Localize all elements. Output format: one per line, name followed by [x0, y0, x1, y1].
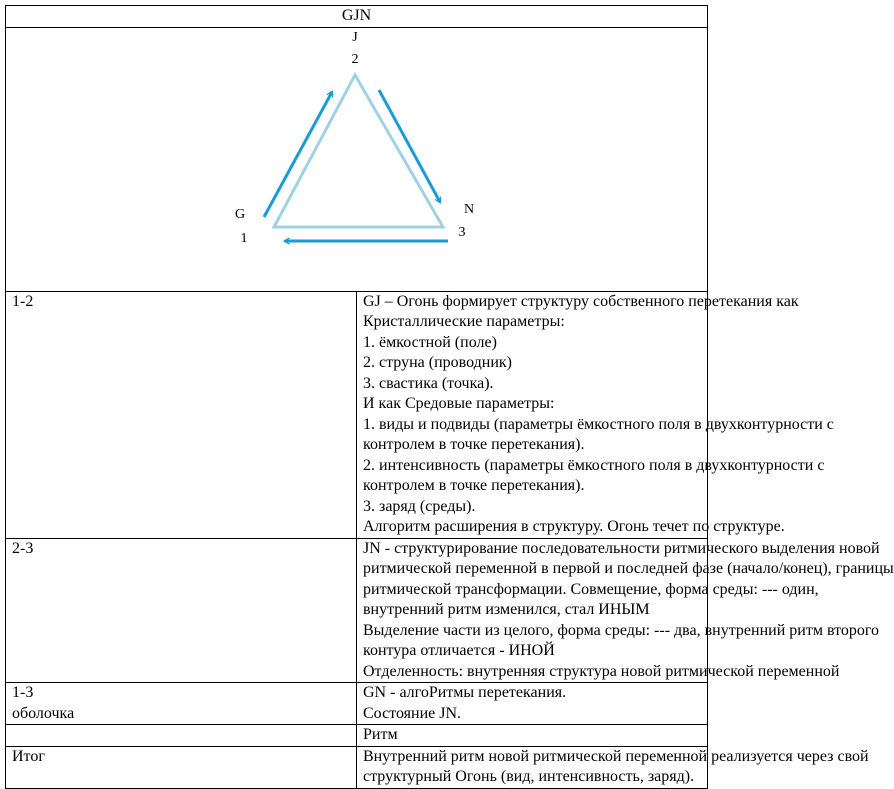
- text-line: Выделение части из целого, форма среды: --- два, внутренний ритм второго: [363, 621, 880, 639]
- text-line: Алгоритм расширения в структуру. Огонь течет по структуре.: [363, 518, 785, 535]
- row-text: [357, 746, 869, 788]
- diagram-row: [6, 27, 708, 291]
- text-line: 1. виды и подвиды (параметры ёмкостного поля в двухконтурности с: [363, 415, 834, 433]
- vertex-left-letter: G: [234, 206, 246, 222]
- row-text: [357, 291, 834, 538]
- text-line: 1. ёмкостной (поле): [363, 333, 497, 351]
- row-key: Итог: [6, 746, 357, 788]
- text-line: Отделенность: внутренняя структура новой ритмической переменной: [363, 662, 840, 680]
- vertex-right-letter: N: [463, 201, 475, 217]
- row-text: [357, 538, 894, 683]
- text-line: GN - алгоРитмы перетекания.: [363, 684, 567, 701]
- row-key: [6, 725, 357, 747]
- text-line: JN - структурирование последовательности ритмического выделения новой: [363, 539, 880, 557]
- row-text: [357, 725, 708, 747]
- diagram-cell: [6, 27, 708, 291]
- text-line: 3. заряд (среды).: [363, 497, 476, 515]
- text-line: структурный Огонь (вид, интенсивность, заряд).: [363, 768, 695, 785]
- row-key: 2-3: [6, 538, 357, 683]
- row-1-3: [6, 683, 708, 725]
- text-line: Внутренний ритм новой ритмической переменной реализуется через свой: [363, 747, 869, 765]
- text-line: GJ – Огонь формирует структуру собственного перетекания как: [363, 292, 799, 310]
- vertex-top-letter: J: [352, 29, 358, 45]
- row-rhythm: [6, 725, 708, 747]
- row-2-3: [6, 538, 708, 683]
- text-line: контура отличается - ИНОЙ: [363, 642, 555, 659]
- text-line: Ритм: [363, 726, 398, 743]
- arrow-j-to-n: [379, 90, 440, 202]
- text-line: внутренний ритм изменился, стал ИНЫМ: [363, 601, 650, 618]
- row-key: [6, 683, 357, 725]
- text-line: ритмической трансформации. Совмещение, форма среды: --- один,: [363, 580, 819, 598]
- text-line: контролем в точке перетекания).: [363, 436, 585, 453]
- text-line: Кристаллические параметры:: [363, 313, 565, 330]
- text-line: 2. струна (проводник): [363, 354, 512, 371]
- row-key-line: 1-3: [12, 684, 34, 701]
- text-line: ритмической переменной в первой и последней фазе (начало/конец), границы: [363, 560, 894, 577]
- vertex-right-number: 3: [458, 224, 466, 240]
- triangle-diagram: [6, 28, 709, 291]
- text-line: И как Средовые параметры:: [363, 395, 555, 412]
- title-row: [6, 6, 708, 28]
- text-line: Состояние JN.: [363, 704, 462, 722]
- text-line: 2. интенсивность (параметры ёмкостного поля в двухконтурности с: [363, 456, 825, 474]
- row-key-line: оболочка: [12, 704, 75, 722]
- vertex-left-number: 1: [240, 230, 248, 246]
- content-table: [5, 5, 894, 789]
- arrow-g-to-j: [264, 92, 332, 217]
- text-line: контролем в точке перетекания).: [363, 477, 585, 494]
- text-line: 3. свастика (точка).: [363, 374, 494, 392]
- row-1-2: [6, 291, 708, 538]
- row-summary: [6, 746, 708, 788]
- vertex-top-number: 2: [351, 51, 359, 67]
- row-text: [357, 683, 708, 725]
- row-key: 1-2: [6, 291, 357, 538]
- table-title: GJN: [6, 6, 708, 28]
